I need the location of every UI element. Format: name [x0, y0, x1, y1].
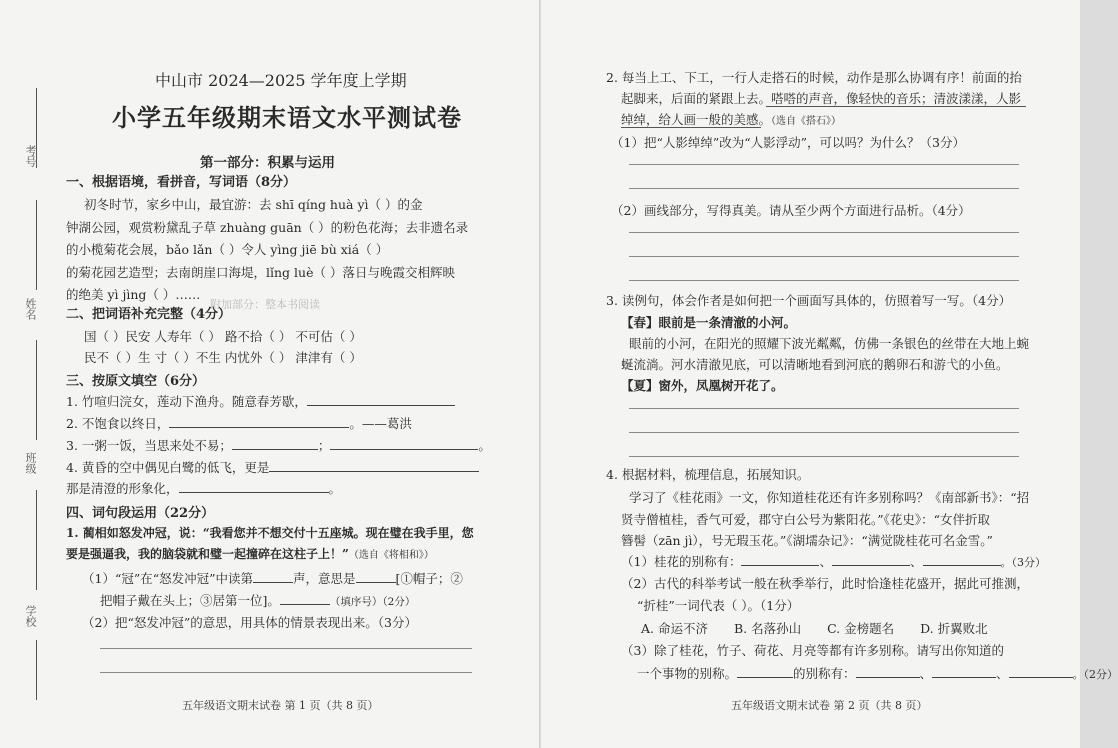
s1-line-2: 钟湖公园，观赏粉黛乱子草 zhuàng guān（ ）的粉色花海；去非遗名录	[66, 220, 469, 235]
answer-blank[interactable]	[356, 570, 396, 583]
option-c[interactable]: C. 金榜题名	[827, 621, 895, 636]
answer-blank[interactable]	[832, 553, 910, 566]
q2-sub-1: （1）把“人影绰绰”改为“人影浮动”，可以吗？为什么？（3分）	[611, 135, 965, 150]
q2-passage-text: 起脚来，后面的紧跟上去。嗒嗒的声音，像轻快的音乐；清波漾漾，人影	[621, 91, 1022, 106]
s3-line-1-text: 1. 竹喧归浣女，莲动下渔舟。随意春芳歇，	[66, 394, 307, 409]
passage-source: （选自《将相和》）	[348, 550, 434, 561]
s2-line-2: 民不（ ）生 寸（ ）不生 内忧外（ ） 津津有（ ）	[84, 350, 362, 365]
q3-title: 3. 读例句，体会作者是如何把一个画面写具体的，仿照着写一写。（4分）	[606, 293, 1012, 308]
s3-line-4-text: 4. 黄昏的空中偶见白鹭的低飞，更是	[66, 460, 270, 475]
answer-line[interactable]	[629, 164, 1019, 165]
part-heading: 第一部分：积累与运用	[200, 155, 335, 171]
section-1-title: 一、根据语境，看拼音，写词语（8分）	[66, 175, 297, 190]
s4-q2: （2）把“怒发冲冠”的意思，用具体的情景表现出来。（3分）	[82, 615, 417, 630]
q2-passage-line-3	[621, 110, 841, 128]
s4-q1-text-c: [①帽子；②	[395, 571, 463, 586]
q4-sub-1-text: （1）桂花的别称有：	[621, 554, 742, 569]
q4-sub-3-line-1: （3）除了桂花，竹子、荷花、月亮等都有许多别称。请写出你知道的	[621, 643, 1004, 658]
s3-line-5: 那是清澄的形象化， 。	[66, 481, 342, 496]
q3-summer-prompt	[621, 376, 784, 394]
q3-spring-line-1: 眼前的小河，在阳光的照耀下波光粼粼，仿佛一条银色的丝带在大地上蜿	[629, 336, 1030, 351]
s3-line-5-text: 那是清澄的形象化，	[66, 481, 179, 496]
passage-source: （选自《搭石》）	[771, 116, 842, 127]
page-footer: 五年级语文期末试卷 第 1 页（共 8 页）	[182, 699, 379, 712]
binding-line	[36, 200, 37, 290]
s4-q1-line-1	[82, 569, 463, 587]
q4-material-line-2: 贤寺僧植桂，香气可爱，郡守白公号为紫阳花。”《花史》：“女伴折取	[621, 512, 991, 527]
answer-blank[interactable]	[330, 437, 478, 450]
answer-blank[interactable]	[253, 570, 293, 583]
s3-line-3: 3. 一粥一饭，当思来处不易； ； 。	[66, 438, 491, 453]
option-a[interactable]: A. 命运不济	[641, 621, 708, 636]
q4-sub-2-line-2: “折桂”一词代表（ ）。（1分）	[637, 598, 800, 613]
exam-page-2	[541, 0, 1118, 748]
s3-line-1	[66, 392, 455, 410]
s1-line-1: 初冬时节，家乡中山，最宜游：去 shī qíng huà yì（ ）的金	[84, 197, 423, 212]
q4-sub-3-text: 一个事物的别称。	[637, 666, 738, 681]
answer-line[interactable]	[629, 188, 1019, 189]
q4-sub-1-points: 。（3分）	[1000, 556, 1046, 569]
q4-options	[641, 619, 988, 637]
s3-line-2	[66, 414, 412, 432]
q3-spring-line-2: 蜒流淌。河水清澈见底，可以清晰地看到河底的鹅卵石和游弋的小鱼。	[621, 357, 1009, 372]
option-d[interactable]: D. 折翼败北	[920, 621, 988, 636]
answer-blank[interactable]	[169, 415, 349, 428]
answer-line[interactable]	[629, 432, 1019, 433]
answer-blank[interactable]	[179, 480, 329, 493]
answer-line[interactable]	[100, 648, 472, 649]
answer-line[interactable]	[629, 256, 1019, 257]
answer-line[interactable]	[629, 456, 1019, 457]
answer-blank[interactable]	[1009, 665, 1073, 678]
section-3-title: 三、按原文填空（6分）	[66, 374, 206, 389]
s1-line-4: 的菊花园艺造型；去南朗崖口海堤，lǐng luè（ ）落日与晚霞交相辉映	[66, 265, 455, 280]
s2-line-1: 国（ ）民安 人寿年（ ） 路不拾（ ） 不可估（ ）	[84, 329, 362, 344]
q4-material-line-1: 学习了《桂花雨》一文，你知道桂花还有许多别称吗？《南部新书》：“招	[629, 490, 1030, 505]
answer-blank[interactable]	[741, 553, 819, 566]
q4-sub-2-line-1: （2）古代的科举考试一般在秋季举行，此时恰逢桂花盛开，据此可推测，	[621, 576, 1029, 591]
summer-head: 窗外，凤凰树开花了。	[658, 378, 784, 393]
spring-tag: 【春】	[621, 315, 659, 330]
option-b[interactable]: B. 名落孙山	[733, 621, 802, 636]
s4-passage-text: 要是强逼我，我的脑袋就和璧一起撞碎在这柱子上！”	[66, 547, 349, 561]
s3-line-2-author: 。——葛洪	[349, 416, 412, 431]
q2-passage-line-2	[621, 89, 1021, 107]
answer-blank[interactable]	[269, 459, 479, 472]
binding-label-class: 班级	[24, 452, 37, 474]
bleed-through-text: 附加部分：整本书阅读	[210, 298, 320, 311]
q2-passage-text-end: 绰绰，给人画一般的美感。	[621, 112, 772, 127]
q2-sub-2: （2）画线部分，写得真美。请从至少两个方面进行品析。（4分）	[611, 203, 971, 218]
s4-q1-points: （填序号）（2分）	[329, 596, 416, 608]
q2-passage-line-1: 2. 每当上工、下工，一行人走搭石的时候，动作是那么协调有序！前面的抬	[606, 70, 1022, 85]
binding-line	[36, 340, 37, 440]
answer-line[interactable]	[629, 280, 1019, 281]
s1-line-5: 的绝美 yì jìng（ ）……	[66, 287, 201, 302]
section-2-title: 二、把词语补充完整（4分）	[66, 307, 232, 322]
s4-q1-text-d: 把帽子戴在头上；③居第一位]。	[100, 593, 280, 608]
summer-tag: 【夏】	[621, 378, 659, 393]
s4-q1-line-2	[100, 591, 415, 609]
q4-material-line-3: 簪髻（zān jì），号无瑕玉花。”《湖壖杂记》：“满觉陇桂花可名金雪。”	[621, 533, 993, 548]
s4-passage-line-2	[66, 545, 434, 562]
binding-line	[36, 490, 37, 590]
answer-blank[interactable]	[232, 437, 318, 450]
q4-title: 4. 根据材料，梳理信息，拓展知识。	[606, 467, 810, 482]
underlined-sentence-mark	[621, 127, 761, 128]
exam-title: 小学五年级期末语文水平测试卷	[112, 103, 462, 132]
q4-sub-3-text-b: 的别称有：	[793, 666, 856, 681]
s4-passage-line-1: 1. 蔺相如怒发冲冠，说：“我看您并不想交付十五座城。现在璧在我手里，您	[66, 526, 474, 540]
s3-line-4	[66, 458, 479, 476]
answer-blank[interactable]	[932, 665, 996, 678]
page-footer: 五年级语文期末试卷 第 2 页（共 8 页）	[731, 699, 928, 712]
answer-line[interactable]	[629, 408, 1019, 409]
answer-blank[interactable]	[856, 665, 920, 678]
s1-line-3: 的小榄菊花会展，bǎo lǎn（ ）令人 yìng jiē bù xiá（ ）	[66, 242, 389, 257]
answer-line[interactable]	[629, 232, 1019, 233]
spring-head: 眼前是一条清澈的小河。	[658, 315, 797, 330]
answer-blank[interactable]	[280, 592, 330, 605]
exam-page-1	[0, 0, 540, 748]
q4-sub-1: （1）桂花的别称有： 、 、 。（3分）	[621, 554, 1046, 569]
underlined-sentence-mark	[766, 106, 1026, 107]
binding-label-kaohao: 考号	[24, 145, 37, 167]
answer-blank[interactable]	[307, 393, 455, 406]
s4-q1-text-a: （1）“冠”在“怒发冲冠”中读第	[82, 571, 254, 586]
answer-blank[interactable]	[737, 665, 793, 678]
answer-line[interactable]	[100, 672, 472, 673]
s3-line-2-text: 2. 不饱食以终日，	[66, 416, 170, 431]
q3-spring-example	[621, 313, 796, 331]
binding-line	[36, 640, 37, 700]
binding-label-name: 姓名	[24, 298, 37, 320]
s4-q1-text-b: 声，意思是	[293, 571, 356, 586]
exam-term-line: 中山市 2024—2025 学年度上学期	[155, 71, 407, 90]
q4-sub-3-line-2: 一个事物的别称。 的别称有： 、 、 。（2分）	[637, 666, 1118, 681]
section-4-title: 四、词句段运用（22分）	[66, 506, 215, 521]
answer-blank[interactable]	[923, 553, 1001, 566]
s3-line-3-text: 3. 一粥一饭，当思来处不易；	[66, 438, 232, 453]
q4-sub-3-points: 。（2分）	[1072, 668, 1118, 681]
binding-label-school: 学校	[24, 605, 37, 627]
